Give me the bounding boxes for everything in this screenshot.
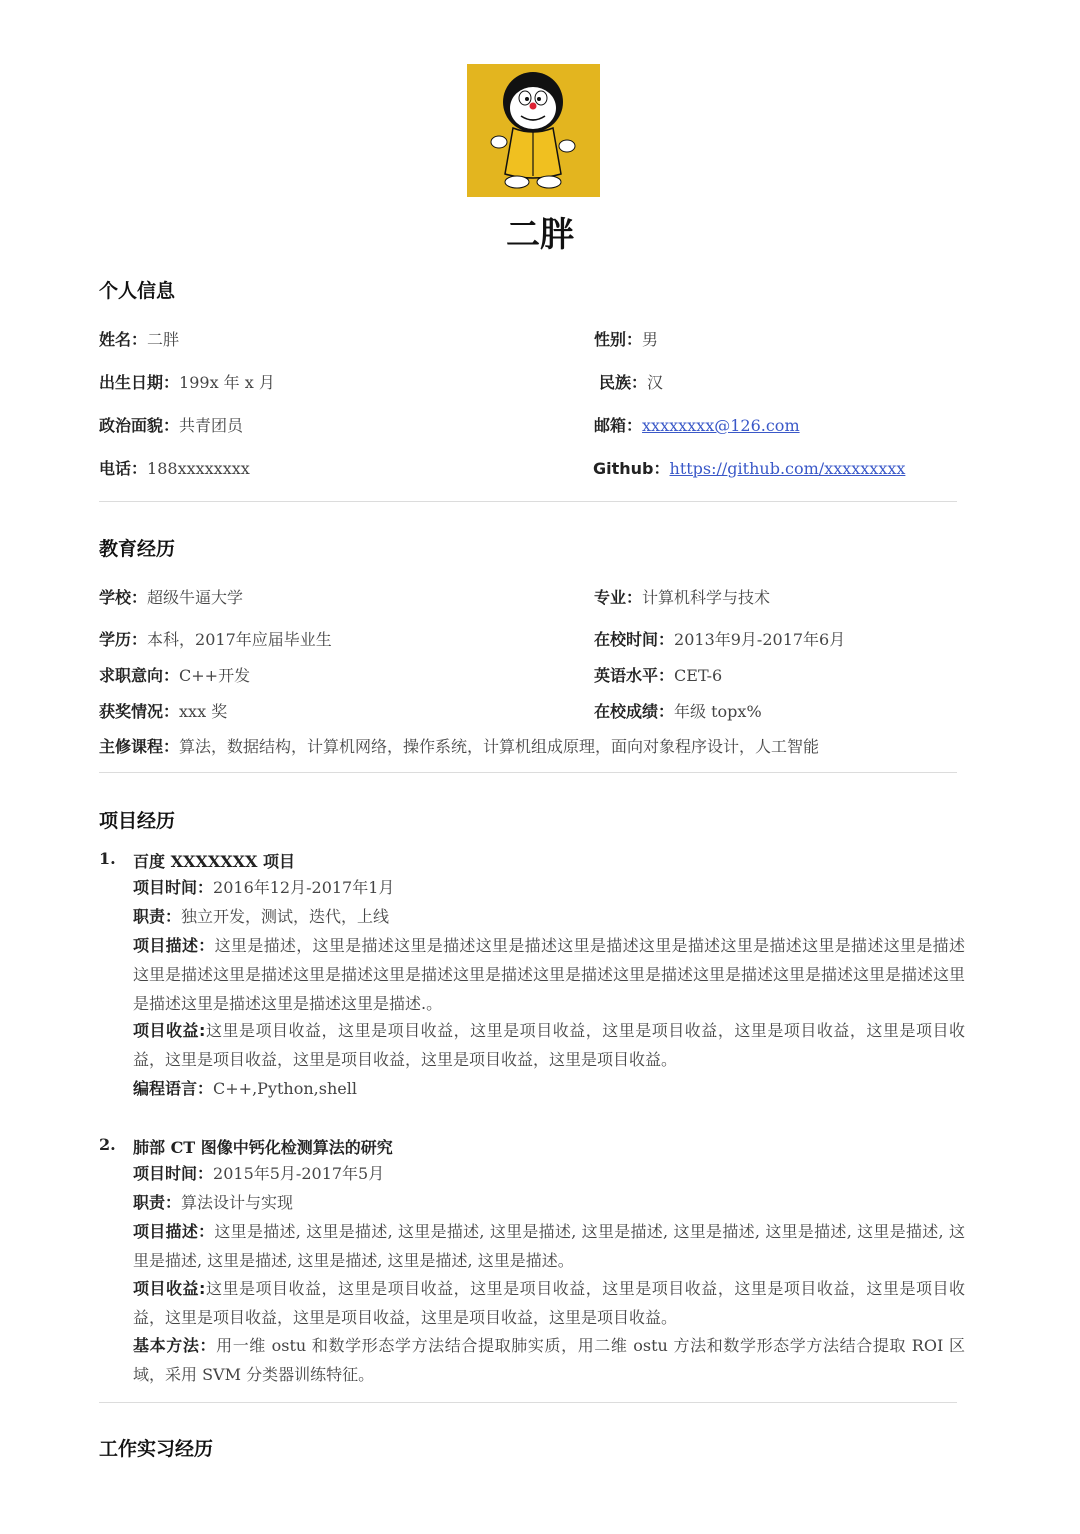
project-method: 基本方法：用一维 ostu 和数学形态学方法结合提取肺实质，用二维 ostu 方法和数学形态学方法结合提取 ROI 区域，采用 SVM 分类器训练特征。: [133, 1336, 965, 1384]
field-label: 获奖情况: [99, 702, 164, 721]
page-title: 二胖: [506, 215, 574, 255]
field-gender: 性别：男: [594, 330, 659, 349]
project-role: 职责：算法设计与实现: [133, 1193, 294, 1212]
field-value: 汉: [647, 373, 664, 392]
field-label: 邮箱: [594, 416, 627, 435]
project-language: 编程语言：C++,Python,shell: [133, 1079, 357, 1098]
field-courses: 主修课程：算法，数据结构，计算机网络，操作系统，计算机组成原理，面向对象程序设计，人工智能: [99, 737, 820, 756]
field-email: 邮箱：xxxxxxxx@126.com: [594, 416, 800, 435]
field-political: 政治面貌：共青团员: [99, 416, 244, 435]
field-label: 求职意向: [99, 666, 164, 685]
field-label: 主修课程: [99, 737, 164, 756]
field-label: 英语水平: [594, 666, 659, 685]
field-value: xxx 奖: [179, 702, 228, 721]
project-title: 肺部 CT 图像中钙化检测算法的研究: [133, 1138, 393, 1157]
project-gain: 项目收益:这里是项目收益，这里是项目收益，这里是项目收益，这里是项目收益，这里是项目收益，这里是项目收益，这里是项目收益，这里是项目收益，这里是项目收益，这里是项目收益。: [133, 1279, 965, 1327]
field-name: 姓名：二胖: [99, 330, 180, 349]
field-value: CET-6: [674, 666, 723, 685]
field-value: 超级牛逼大学: [147, 588, 244, 607]
field-school: 学校：超级牛逼大学: [99, 588, 244, 607]
field-label: 专业: [594, 588, 627, 607]
field-label: 政治面貌: [99, 416, 164, 435]
field-ethnicity: 民族：汉: [599, 373, 664, 392]
doraemon-avatar-icon: [467, 64, 600, 197]
field-birth: 出生日期：199x 年 x 月: [99, 373, 275, 392]
field-label: 出生日期: [99, 373, 164, 392]
project-description: 项目描述：这里是描述，这里是描述这里是描述这里是描述这里是描述这里是描述这里是描述这里是描述这里是描述这里是描述这里是描述这里是描述这里是描述这里是描述这里是描述这里是描述这里是描述这里是描述这里是描述这里是描述这里是描述这里是描述这里是描述.。: [133, 936, 966, 1013]
section-title-work: 工作实习经历: [99, 1438, 214, 1460]
section-title-personal: 个人信息: [99, 280, 176, 302]
field-value: 2013年9月-2017年6月: [674, 630, 846, 649]
field-value: C++开发: [179, 666, 251, 685]
project-role: 职责：独立开发，测试，迭代，上线: [133, 907, 390, 926]
field-label: 学校: [99, 588, 132, 607]
field-period: 在校时间：2013年9月-2017年6月: [594, 630, 846, 649]
field-english: 英语水平：CET-6: [594, 666, 723, 685]
project-number: 2.: [99, 1135, 116, 1154]
avatar: [467, 64, 600, 197]
field-label: 性别: [594, 330, 627, 349]
section-title-education: 教育经历: [99, 538, 176, 560]
field-degree: 学历：本科，2017年应届毕业生: [99, 630, 332, 649]
field-phone: 电话：188xxxxxxxx: [99, 459, 250, 478]
field-label: 民族: [599, 373, 632, 392]
field-value: 算法，数据结构，计算机网络，操作系统，计算机组成原理，面向对象程序设计，人工智能: [179, 737, 820, 756]
divider: [99, 1402, 957, 1403]
project-title: 百度 XXXXXXX 项目: [133, 852, 296, 871]
field-label: 在校时间: [594, 630, 659, 649]
github-link[interactable]: https://github.com/xxxxxxxxx: [669, 459, 906, 478]
field-value: 本科，2017年应届毕业生: [147, 630, 332, 649]
field-grades: 在校成绩：年级 topx%: [594, 702, 762, 721]
field-label: 在校成绩: [594, 702, 659, 721]
field-value: 计算机科学与技术: [642, 588, 771, 607]
section-title-projects: 项目经历: [99, 810, 176, 832]
field-label: 学历: [99, 630, 132, 649]
project-number: 1.: [99, 849, 116, 868]
field-label: Github: [593, 459, 654, 478]
project-time: 项目时间：2015年5月-2017年5月: [133, 1164, 385, 1183]
field-label: 姓名: [99, 330, 132, 349]
project-description: 项目描述：这里是描述, 这里是描述, 这里是描述, 这里是描述, 这里是描述, 这里是描述, 这里是描述, 这里是描述, 这里是描述, 这里是描述, 这里是描述, 这里是描述, 这里是描述。: [133, 1222, 965, 1270]
field-label: 电话: [99, 459, 132, 478]
divider: [99, 501, 957, 502]
field-value: 188xxxxxxxx: [147, 459, 250, 478]
email-link[interactable]: xxxxxxxx@126.com: [642, 416, 800, 435]
project-time: 项目时间：2016年12月-2017年1月: [133, 878, 395, 897]
field-value: 199x 年 x 月: [179, 373, 275, 392]
field-major: 专业：计算机科学与技术: [594, 588, 771, 607]
field-awards: 获奖情况：xxx 奖: [99, 702, 228, 721]
field-value: 年级 topx%: [674, 702, 762, 721]
project-gain: 项目收益:这里是项目收益，这里是项目收益，这里是项目收益，这里是项目收益，这里是项目收益，这里是项目收益，这里是项目收益，这里是项目收益，这里是项目收益，这里是项目收益。: [133, 1021, 965, 1069]
field-value: 二胖: [147, 330, 180, 349]
divider: [99, 772, 957, 773]
field-github: Github：https://github.com/xxxxxxxxx: [593, 459, 906, 478]
field-intent: 求职意向：C++开发: [99, 666, 251, 685]
field-value: 共青团员: [179, 416, 244, 435]
field-value: 男: [642, 330, 659, 349]
